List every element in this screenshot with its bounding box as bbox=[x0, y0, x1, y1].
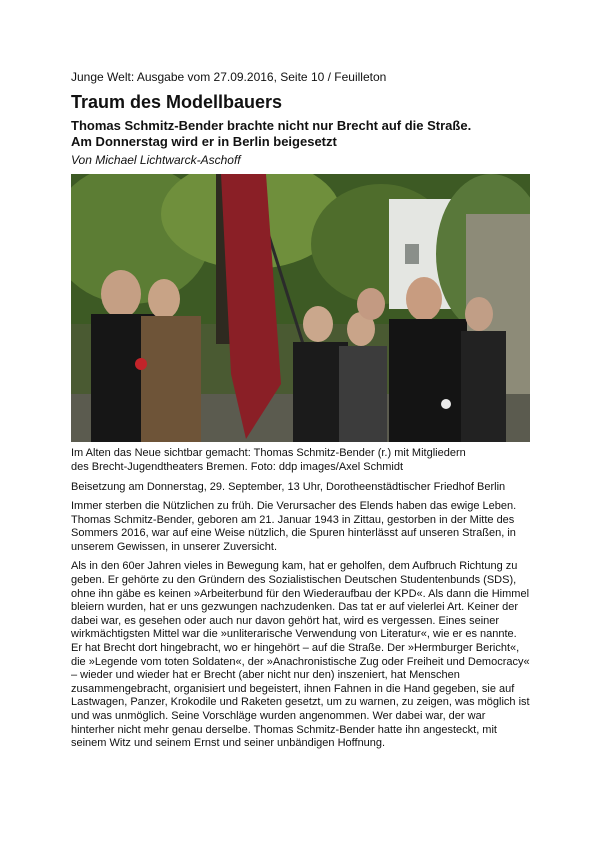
body-paragraph-2: Als in den 60er Jahren vieles in Bewegung kam, hat er geholfen, dem Aufbruch Richtung zu geben. Er gehörte zu den Gründern des Sozialistischen Deutschen Studentenbunds (SDS), ohne ihn gäbe es keinen »Arbeiterbund für den Wiederaufbau der KPD«. Als dann die Himmel bleiern wurden, hat er uns gezwungen nachzudenken. Das tat er auf vielerlei Art. Keiner der dabei war, es gesehen oder auch nur davon gehört hat, wird es vergessen. Eines seiner wirkmächtigsten Mittel war die »unliterarische Verwendung von Literatur«, wie er es nannte. Er hat Brecht dort hingebracht, wo er hingehört – auf die Straße. Der »Hermburger Bericht«, die »Legende vom toten Soldaten«, der »Anachronistische Zug oder Freiheit und Democracy« – wieder und wieder hat er Brecht (aber nicht nur den) inszeniert, hat Menschen zusammengebracht, organisiert und begeistert, ihnen Fahnen in die Hand gegeben, sie auf Lastwagen, Panzer, Krokodile und Raketen gesetzt, um zu warnen, zu zeigen, was möglich ist und was unmöglich. Seine Vorschläge wurden angenommen. Wer dabei war, der war hinterher nicht mehr genau derselbe. Thomas Schmitz-Bender hatte ihn angesteckt, mit seinem Witz und seinem Ernst und seiner unbändigen Hoffnung. bbox=[71, 560, 530, 750]
caption-line-2: des Brecht-Jugendtheaters Bremen. Foto: ddp images/Axel Schmidt bbox=[71, 461, 404, 473]
article-title: Traum des Modellbauers bbox=[71, 92, 283, 112]
subtitle-line-1: Thomas Schmitz-Bender brachte nicht nur Brecht auf die Straße. bbox=[71, 118, 472, 133]
body-paragraph-1: Immer sterben die Nützlichen zu früh. Die Verursacher des Elends haben das ewige Leben. Thomas Schmitz-Bender, geboren am 21. Januar 1943 in Zittau, gestorben in der Mitte des Sommers 2016, war auf eine Weise nützlich, die Spuren hinterlässt auf unseren Straßen, in unserem Gewissen, in unserer Zuversicht. bbox=[71, 500, 517, 553]
subtitle-line-2: Am Donnerstag wird er in Berlin beigesetzt bbox=[71, 134, 337, 149]
article-subtitle bbox=[71, 118, 530, 150]
photo-caption bbox=[71, 446, 530, 474]
funeral-notice: Beisetzung am Donnerstag, 29. September, 13 Uhr, Dorotheenstädtischer Friedhof Berlin bbox=[71, 481, 506, 493]
caption-line-1: Im Alten das Neue sichtbar gemacht: Thomas Schmitz-Bender (r.) mit Mitgliedern bbox=[71, 447, 466, 459]
source-line: Junge Welt: Ausgabe vom 27.09.2016, Seite 10 / Feuilleton bbox=[71, 70, 387, 84]
article-page bbox=[71, 70, 530, 757]
author-byline: Von Michael Lichtwarck-Aschoff bbox=[71, 153, 241, 167]
article-photo bbox=[71, 174, 530, 442]
